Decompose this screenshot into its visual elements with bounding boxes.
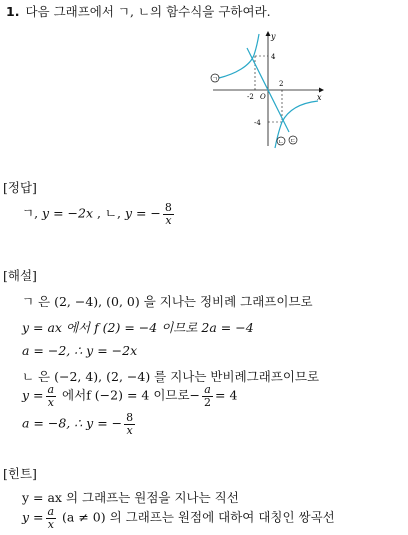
tick-x-2: 2 <box>279 80 284 88</box>
question <box>6 2 271 20</box>
origin-label: O <box>260 93 266 101</box>
function-graph <box>205 30 325 150</box>
answer-eq2: y = − <box>124 205 161 221</box>
y-axis-label: y <box>271 32 276 41</box>
question-text: 다음 그래프에서 ㄱ, ㄴ의 함수식을 구하여라. <box>25 4 271 19</box>
marker-a-label: ㄱ <box>212 76 218 83</box>
explanation-line-6: a = −8, ∴ y = − $\frac{8}{x}$ <box>22 411 134 437</box>
hint-line-2: y = $\frac{a}{x}$ (a ≠ 0) 의 그래프는 원점에 대하여 대칭인 쌍곡선 <box>22 505 335 531</box>
hint-frac-a-over-x: $\frac{a}{x}$ <box>47 505 55 531</box>
explanation-line-5: y = $\frac{a}{x}$ 에서f (−2) = 4 이므로− $\frac{a}{2}$ = 4 <box>22 383 238 409</box>
question-number: 1. <box>6 4 20 19</box>
tick-y-4: 4 <box>271 53 276 61</box>
x-axis-arrow <box>319 88 324 93</box>
marker-b-label: ㄴ <box>278 139 284 146</box>
tick-y-neg4: -4 <box>254 119 261 127</box>
explanation-line-3: a = −2, ∴ y = −2x <box>22 343 138 358</box>
marker-c-label: ㄷ <box>290 138 296 145</box>
answer-mid: , ㄴ, <box>93 205 125 221</box>
frac-a-over-2: $\frac{a}{2}$ <box>204 383 212 409</box>
tick-x-neg2: -2 <box>247 93 254 101</box>
explanation-line-2: y = ax 에서 f (2) = −4 이므로 2a = −4 <box>22 320 254 335</box>
hint-line-1: y = ax 의 그래프는 원점을 지나는 직선 <box>22 490 239 505</box>
answer-line <box>22 202 176 226</box>
answer-prefix: ㄱ, <box>22 205 43 221</box>
frac-a-over-x: $\frac{a}{x}$ <box>47 383 55 409</box>
hint-heading: [힌트] <box>3 466 37 481</box>
answer-heading: [정답] <box>3 180 37 195</box>
y-axis-arrow <box>266 31 271 36</box>
answer-eq1: y = −2x <box>42 205 93 221</box>
frac-8-over-x: $\frac{8}{x}$ <box>126 411 134 437</box>
explanation-line-4: ㄴ 은 (−2, 4), (2, −4) 를 지나는 반비례그래프이므로 <box>22 369 320 384</box>
x-axis-label: x <box>317 93 322 102</box>
explanation-heading: [해설] <box>3 268 37 283</box>
answer-fraction: $\frac{8}{x}$ <box>164 201 172 227</box>
hyperbola-upper-branch <box>219 34 259 78</box>
explanation-line-1: ㄱ 은 (2, −4), (0, 0) 을 지나는 정비례 그래프이므로 <box>22 294 313 309</box>
